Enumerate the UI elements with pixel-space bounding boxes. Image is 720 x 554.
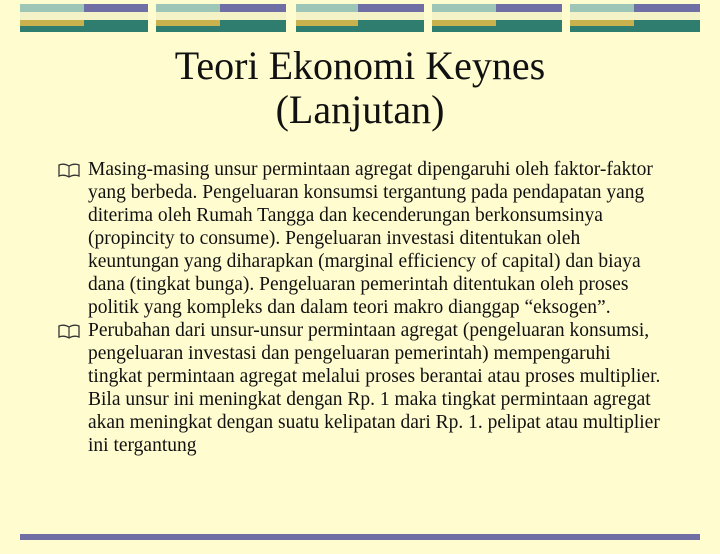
slide-title-line-1: Teori Ekonomi Keynes [174,43,546,88]
slide-title-line-2: (Lanjutan) [275,87,445,132]
bullet-item [58,158,668,319]
book-icon [58,162,80,178]
bullet-text: Perubahan dari unsur-unsur permintaan agregat (pengeluaran konsumsi, pengeluaran investasi dan pengeluaran pemerintah) mempengaruhi tingkat permintaan agregat melalui proses berantai atau proses multiplier. Bila unsur ini meningkat dengan Rp. 1 maka tingkat permintaan agregat akan meningkat dengan suatu kelipatan dari Rp. 1. pelipat atau multiplier ini tergantung [88,320,661,456]
book-icon [58,323,80,339]
decorative-block [20,4,148,32]
bullet-item [58,319,668,457]
decorative-block [570,4,700,32]
top-decorative-bar [0,4,720,32]
slide-body [58,158,668,457]
decorative-block [20,534,700,554]
decorative-block [296,4,424,32]
slide-title [0,44,720,132]
bullet-text: Masing-masing unsur permintaan agregat dipengaruhi oleh faktor-faktor yang berbeda. Pengeluaran konsumsi tergantung pada pendapatan yang diterima oleh Rumah Tangga dan kecenderungan berkonsumsinya (propincity to consume). Pengeluaran investasi ditentukan oleh keuntungan yang diharapkan (marginal efficiency of capital) dan biaya dana (tingkat bunga). Pengeluaran pemerintah ditentukan oleh proses politik yang kompleks dan dalam teori makro dianggap “eksogen”. [88,159,653,318]
bottom-decorative-bar [0,534,720,554]
decorative-block [432,4,562,32]
decorative-block [156,4,286,32]
